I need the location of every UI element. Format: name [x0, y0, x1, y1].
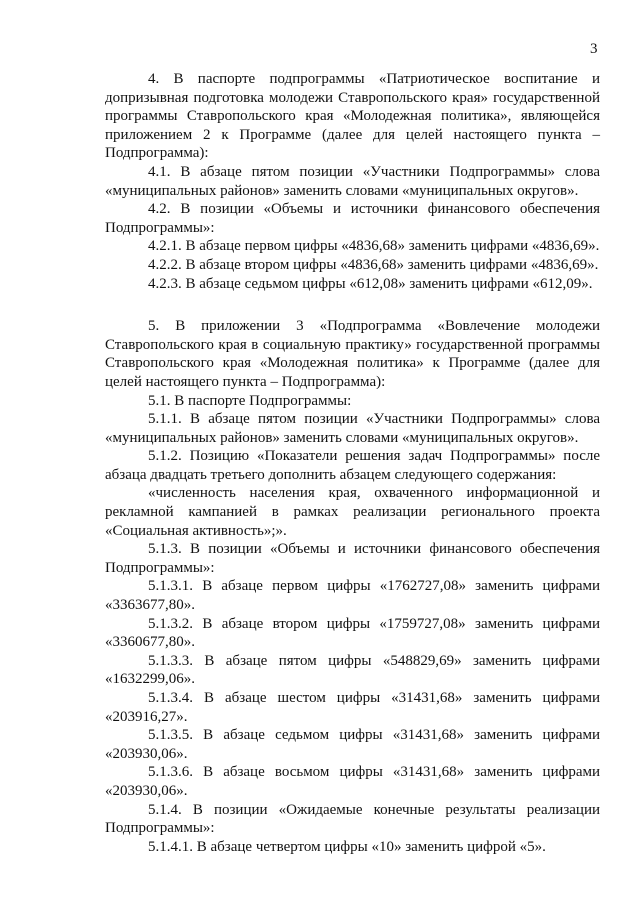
paragraph-5-1-3-6: 5.1.3.6. В абзаце восьмом цифры «31431,68» заменить цифрами «203930,06». — [105, 764, 600, 799]
paragraph-5-1-1: 5.1.1. В абзаце пятом позиции «Участники Подпрограммы» слова «муниципальных районов» заменить словами «муниципальных округов». — [105, 411, 600, 446]
paragraph-5-1-4: 5.1.4. В позиции «Ожидаемые конечные результаты реализации Подпрограммы»: — [105, 801, 600, 837]
paragraph-4-2-2: 4.2.2. В абзаце втором цифры «4836,68» заменить цифрами «4836,69». — [148, 256, 599, 273]
paragraph-5-1-4-1: 5.1.4.1. В абзаце четвертом цифры «10» заменить цифрой «5». — [148, 838, 546, 855]
paragraph-4-2-3: 4.2.3. В абзаце седьмом цифры «612,08» заменить цифрами «612,09». — [148, 275, 593, 292]
paragraph-5-1: 5.1. В паспорте Подпрограммы: — [148, 392, 352, 409]
paragraph-5-1-3-1: 5.1.3.1. В абзаце первом цифры «1762727,08» заменить цифрами «3363677,80». — [105, 578, 600, 614]
paragraph-5: 5. В приложении 3 «Подпрограмма «Вовлечение молодежи Ставропольского края в социальную практику» государственной программы Ставропольского края «Молодежная политика» к Программе (далее для целей настоящего пункта – Подпрограмма): — [105, 318, 600, 390]
paragraph-4-2-1: 4.2.1. В абзаце первом цифры «4836,68» заменить цифрами «4836,69». — [148, 238, 600, 255]
paragraph-4: 4. В паспорте подпрограммы «Патриотическое воспитание и допризывная подготовка молодежи Ставропольского края» государственной программы Ставропольского края «Молодежная политика», являющейся приложением 2 к Программе (далее для целей настоящего пункта – Подпрограмма): — [105, 71, 600, 162]
paragraph-4-1: 4.1. В абзаце пятом позиции «Участники Подпрограммы» слова «муниципальных районов» заменить словами «муниципальных округов». — [105, 163, 600, 199]
paragraph-5-1-3: 5.1.3. В позиции «Объемы и источники финансового обеспечения Подпрограммы»: — [105, 541, 600, 576]
paragraph-5-1-3-2: 5.1.3.2. В абзаце втором цифры «1759727,08» заменить цифрами «3360677,80». — [105, 615, 600, 651]
document-body — [105, 70, 600, 856]
paragraph-5-1-3-3: 5.1.3.3. В абзаце пятом цифры «548829,69» заменить цифрами «1632299,06». — [105, 652, 600, 688]
page-number: 3 — [590, 41, 598, 57]
paragraph-5-1-3-5: 5.1.3.5. В абзаце седьмом цифры «31431,68» заменить цифрами «203930,06». — [105, 727, 600, 762]
paragraph-5-1-2: 5.1.2. Позицию «Показатели решения задач Подпрограммы» после абзаца двадцать третьего дополнить абзацем следующего содержания: — [105, 448, 600, 483]
section-gap — [105, 293, 600, 317]
paragraph-quote: «численность населения края, охваченного информационной и рекламной кампанией в рамках реализации регионального проекта «Социальная активность»;». — [105, 485, 600, 539]
paragraph-5-1-3-4: 5.1.3.4. В абзаце шестом цифры «31431,68» заменить цифрами «203916,27». — [105, 690, 600, 725]
paragraph-4-2: 4.2. В позиции «Объемы и источники финансового обеспечения Подпрограммы»: — [105, 201, 600, 236]
